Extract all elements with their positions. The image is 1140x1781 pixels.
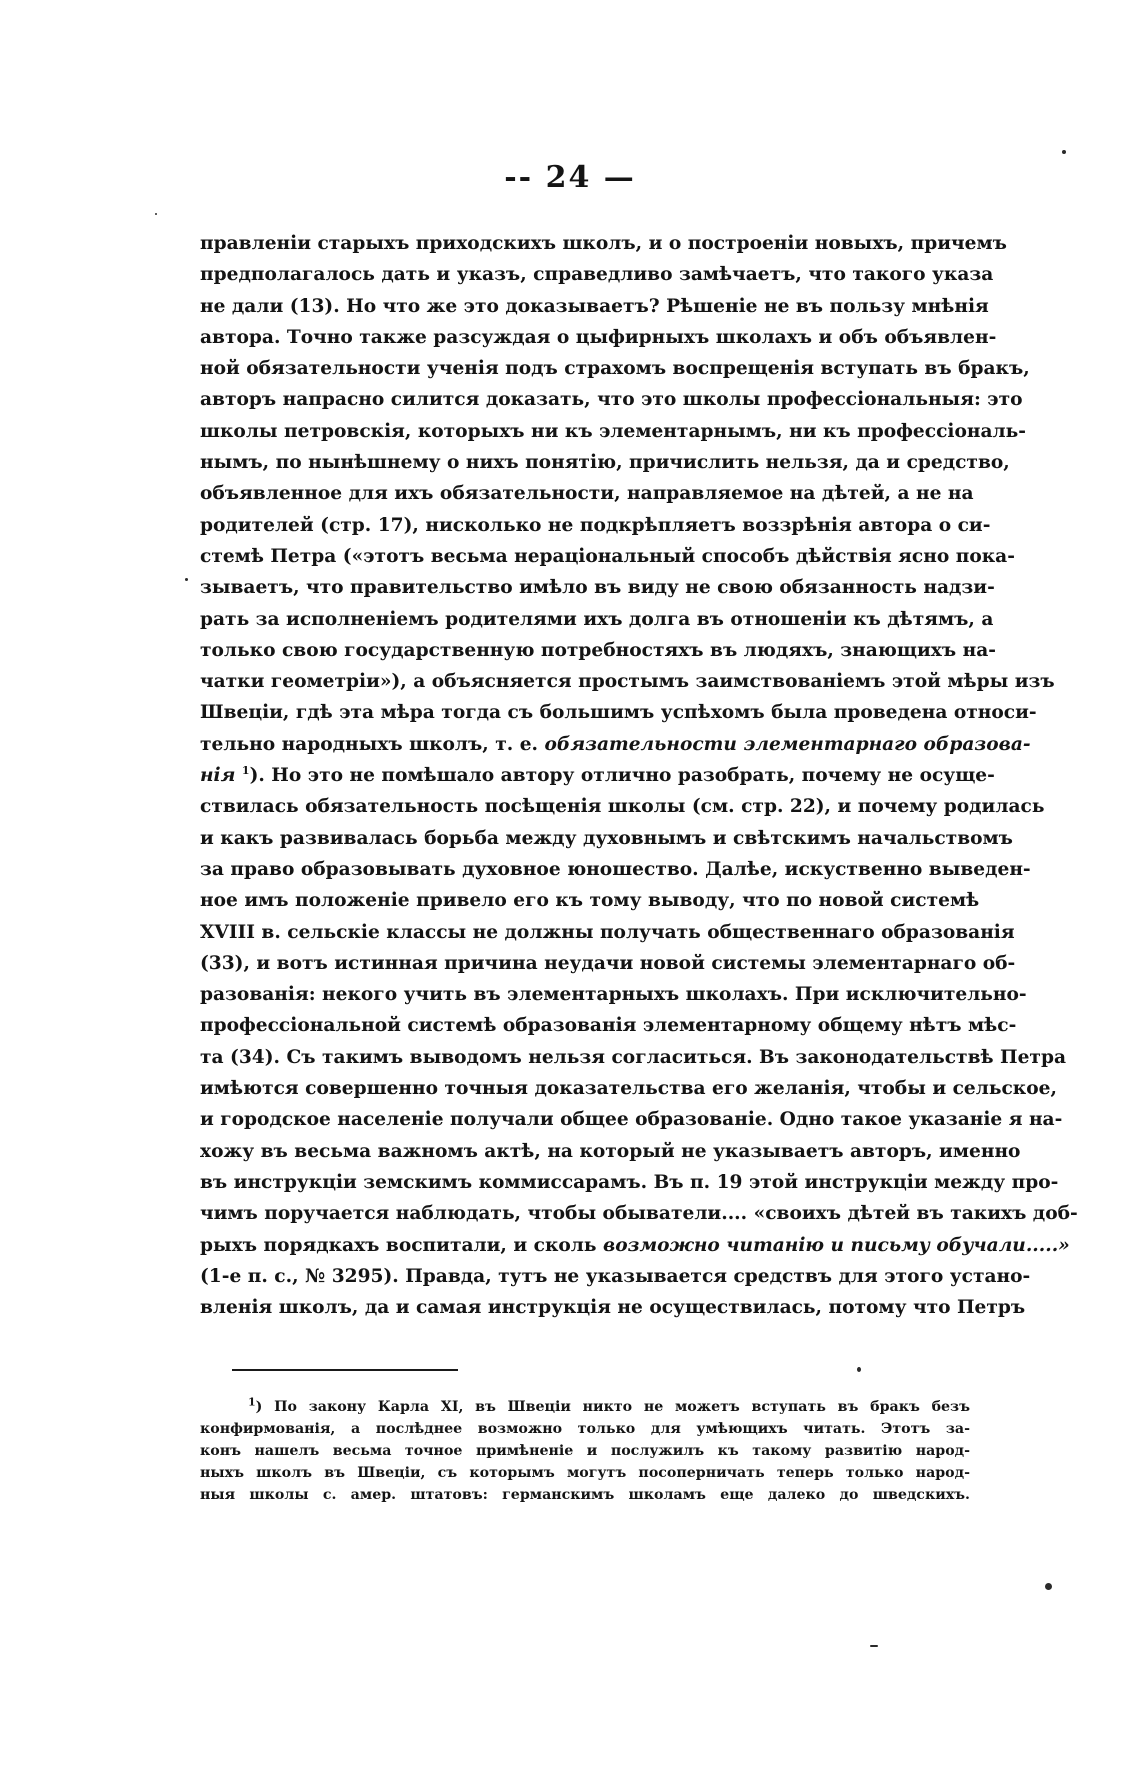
text-fragment: ). Но это не помѣшало автору отлично разобрать, почему не осуще- bbox=[249, 765, 995, 787]
footnote-line: конъ нашелъ весьма точное примѣненіе и послужилъ къ такому развитію народ- bbox=[200, 1443, 970, 1459]
text-line: профессіональной системѣ образованія элементарному общему нѣтъ мѣс- bbox=[200, 1015, 1017, 1037]
text-line: стемѣ Петра («этотъ весьма нераціональный способъ дѣйствія ясно пока- bbox=[200, 545, 1015, 567]
text-line: ной обязательности ученія подъ страхомъ воспрещенія вступать въ бракъ, bbox=[200, 358, 1030, 380]
text-line: школы петровскія, которыхъ ни къ элементарнымъ, ни къ профессіональ- bbox=[200, 420, 1026, 442]
text-line: Швеціи, гдѣ эта мѣра тогда съ большимъ успѣхомъ была проведена относи- bbox=[200, 702, 1037, 724]
scan-speck bbox=[1045, 1583, 1052, 1590]
text-line: и какъ развивалась борьба между духовнымъ и свѣтскимъ начальствомъ bbox=[200, 827, 1013, 849]
text-line: (33), и вотъ истинная причина неудачи новой системы элементарнаго об- bbox=[200, 952, 1016, 974]
footnote-marker: 1 bbox=[248, 1395, 256, 1409]
text-line: ное имъ положеніе привело его къ тому выводу, что по новой системѣ bbox=[200, 890, 980, 912]
text-line: правленіи старыхъ приходскихъ школъ, и о построеніи новыхъ, причемъ bbox=[200, 233, 1007, 254]
text-line: и городское населеніе получали общее образованіе. Одно такое указаніе я на- bbox=[200, 1109, 1063, 1131]
text-line: та (34). Съ такимъ выводомъ нельзя согласиться. Въ законодательствѣ Петра bbox=[200, 1046, 1067, 1068]
text-line: родителей (стр. 17), нисколько не подкрѣпляетъ воззрѣнія автора о си- bbox=[200, 514, 991, 536]
footnote-reference[interactable]: 1 bbox=[241, 763, 250, 777]
text-line: хожу въ весьма важномъ актѣ, на который не указываетъ авторъ, именно bbox=[200, 1140, 1021, 1162]
text-line-mixed bbox=[200, 760, 995, 791]
text-line: авторъ напрасно силится доказать, что это школы профессіональныя: это bbox=[200, 389, 1023, 411]
italic-phrase: обязательности элементарнаго образова- bbox=[544, 733, 1031, 755]
scan-speck bbox=[1062, 150, 1066, 154]
text-line: вленія школъ, да и самая инструкція не осуществилась, потому что Петръ bbox=[200, 1297, 1026, 1319]
text-fragment: тельно народныхъ школъ, т. е. bbox=[200, 733, 538, 755]
text-line: чимъ поручается наблюдать, чтобы обыватели.... «своихъ дѣтей въ такихъ доб- bbox=[200, 1203, 1078, 1225]
footnote-line: конфирмованія, а послѣднее возможно только для умѣющихъ читать. Этотъ за- bbox=[200, 1421, 970, 1437]
text-line-mixed bbox=[200, 729, 1031, 760]
text-line-mixed bbox=[200, 1230, 1070, 1261]
text-line: автора. Точно также разсуждая о цыфирныхъ школахъ и объ объявлен- bbox=[200, 326, 997, 348]
text-line: XVIII в. сельскіе классы не должны получать общественнаго образованія bbox=[200, 921, 1015, 943]
text-line: имѣются совершенно точныя доказательства его желанія, чтобы и сельское, bbox=[200, 1078, 1057, 1100]
text-line: разованія: некого учить въ элементарныхъ школахъ. При исключительно- bbox=[200, 984, 1027, 1006]
scan-speck bbox=[185, 578, 188, 581]
main-text bbox=[200, 228, 1078, 1323]
scan-speck bbox=[857, 1367, 861, 1372]
text-line: объявленное для ихъ обязательности, направляемое на дѣтей, а не на bbox=[200, 483, 974, 505]
italic-phrase: возможно читанію и письму обучали.....» bbox=[603, 1234, 1070, 1256]
text-line: зываетъ, что правительство имѣло въ виду не свою обязанность надзи- bbox=[200, 577, 995, 599]
text-line: нымъ, по нынѣшнему о нихъ понятію, причислить нельзя, да и средство, bbox=[200, 452, 1010, 474]
scan-speck bbox=[155, 213, 157, 215]
text-fragment: рыхъ порядкахъ воспитали, и сколь bbox=[200, 1234, 597, 1256]
footnote-separator bbox=[232, 1369, 458, 1371]
text-line: за право образовывать духовное юношество. Далѣе, искуственно выведен- bbox=[200, 858, 1031, 880]
text-line: только свою государственную потребностяхъ въ людяхъ, знающихъ на- bbox=[200, 639, 996, 661]
page-number: -- 24 — bbox=[504, 160, 636, 195]
footnote bbox=[200, 1396, 970, 1506]
text-line: (1-е п. с., № 3295). Правда, тутъ не указывается средствъ для этого устано- bbox=[200, 1265, 1031, 1287]
text-line: чатки геометріи»), а объясняется простымъ заимствованіемъ этой мѣры изъ bbox=[200, 671, 1055, 693]
italic-phrase: нія bbox=[200, 765, 236, 787]
text-line: рать за исполненіемъ родителями ихъ долга въ отношеніи къ дѣтямъ, а bbox=[200, 608, 994, 630]
footnote-line: ныя школы с. амер. штатовъ: германскимъ школамъ еще далеко до шведскихъ. bbox=[200, 1487, 970, 1503]
text-line: не дали (13). Но что же это доказываетъ? Рѣшеніе не въ пользу мнѣнія bbox=[200, 295, 989, 317]
text-fragment: ) По закону Карла XI, въ Швеціи никто не можетъ вступать въ бракъ безъ bbox=[255, 1399, 970, 1415]
footnote-line: ныхъ школъ въ Швеціи, съ которымъ могутъ посоперничать теперь только народ- bbox=[200, 1465, 970, 1481]
scan-speck bbox=[870, 1645, 878, 1647]
text-line: въ инструкціи земскимъ коммиссарамъ. Въ п. 19 этой инструкціи между про- bbox=[200, 1171, 1059, 1193]
text-line: ствилась обязательность посѣщенія школы (см. стр. 22), и почему родилась bbox=[200, 796, 1045, 818]
footnote-line bbox=[200, 1396, 970, 1418]
text-line: предполагалось дать и указъ, справедливо замѣчаетъ, что такого указа bbox=[200, 264, 994, 286]
